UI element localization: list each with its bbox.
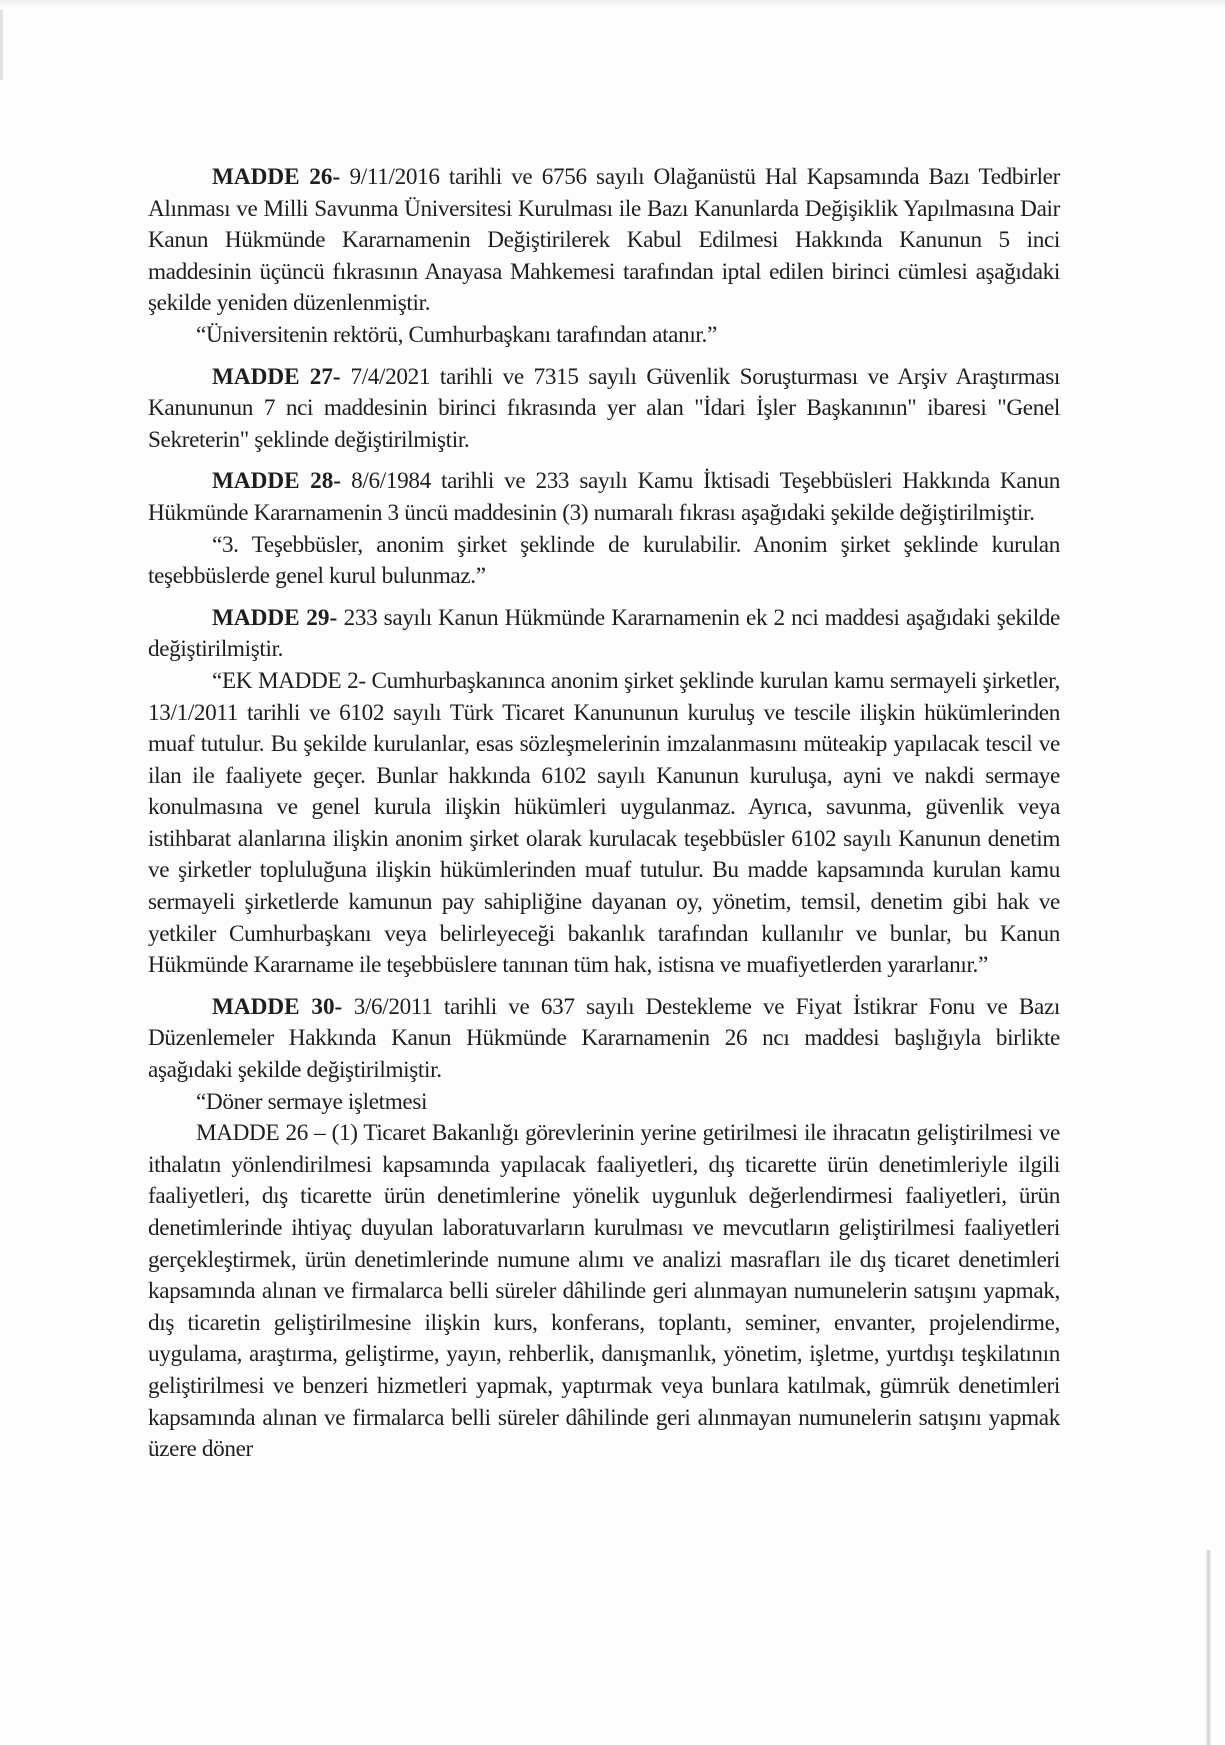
- article-26: [148, 162, 1060, 320]
- document-body: [148, 162, 1060, 1466]
- article-label: MADDE 29-: [212, 604, 338, 631]
- scan-edge-left: [0, 10, 3, 80]
- article-26-quote: “Üniversitenin rektörü, Cumhurbaşkanı tarafından atanır.”: [196, 321, 717, 348]
- article-28: [148, 466, 1060, 529]
- article-28-quote: “3. Teşebbüsler, anonim şirket şeklinde de kurulabilir. Anonim şirket şeklinde kurulan teşebbüslerde genel kurul bulunmaz.”: [148, 531, 1060, 590]
- article-label: MADDE 30-: [212, 993, 343, 1020]
- article-30: [148, 992, 1060, 1087]
- article-29-quote: “EK MADDE 2- Cumhurbaşkanınca anonim şirket şeklinde kurulan kamu sermayeli şirketler, 13/1/2011 tarihli ve 6102 sayılı Türk Ticaret Kanununun kuruluş ve tescile ilişkin hükümlerinden muaf tutulur. Bu şekilde kurulanlar, esas sözleşmelerinin imzalanmasını müteakip yapılacak tescil ve ilan ile faaliyete geçer. Bunlar hakkında 6102 sayılı Kanunun kuruluşa, ayni ve nakdi sermaye konulmasına ve genel kurula ilişkin hükümleri uygulanmaz. Ayrıca, savunma, güvenlik veya istihbarat alanlarına ilişkin anonim şirket olarak kurulacak teşebbüsler 6102 sayılı Kanunun denetim ve şirketler topluluğuna ilişkin hükümlerinden muaf tutulur. Bu madde kapsamında kurulan kamu sermayeli şirketlerde kamunun pay sahipliğine dayanan oy, yönetim, temsil, denetim gibi hak ve yetkiler Cumhurbaşkanı veya belirleyeceği bakanlık tarafından kullanılır ve bunlar, bu Kanun Hükmünde Kararname ile teşebbüslere tanınan tüm hak, istisna ve muafiyetlerden yararlanır.”: [148, 667, 1060, 979]
- article-text: 8/6/1984 tarihli ve 233 sayılı Kamu İktisadi Teşebbüsleri Hakkında Kanun Hükmünde Kararnamenin 3 üncü maddesinin (3) numaralı fıkrası aşağıdaki şekilde değiştirilmiştir.: [148, 468, 1060, 526]
- article-29: [148, 603, 1060, 666]
- article-text: 3/6/2011 tarihli ve 637 sayılı Destekleme ve Fiyat İstikrar Fonu ve Bazı Düzenlemeler Hakkında Kanun Hükmünde Kararnamenin 26 ncı maddesi başlığıyla birlikte aşağıdaki şekilde değiştirilmiştir.: [148, 993, 1060, 1084]
- article-30-heading: “Döner sermaye işletmesi: [196, 1088, 428, 1115]
- article-27: [148, 362, 1060, 457]
- article-text: 7/4/2021 tarihli ve 7315 sayılı Güvenlik Soruşturması ve Arşiv Araştırması Kanununun 7 nci maddesinin birinci fıkrasında yer alan "İdari İşler Başkanının" ibaresi "Genel Sekreterin" şeklinde değiştirilmiştir.: [148, 363, 1060, 453]
- scan-edge-right: [1206, 1550, 1211, 1745]
- article-label: MADDE 26-: [212, 164, 341, 190]
- article-text: 9/11/2016 tarihli ve 6756 sayılı Olağanüstü Hal Kapsamında Bazı Tedbirler Alınması ve Milli Savunma Üniversitesi Kurulması ile Bazı Kanunlarda Değişiklik Yapılmasına Dair Kanun Hükmünde Kararnamenin Değiştirilerek Kabul Edilmesi Hakkında Kanunun 5 inci maddesinin üçüncü fıkrasının Anayasa Mahkemesi tarafından iptal edilen birinci cümlesi aşağıdaki şekilde yeniden düzenlenmiştir.: [148, 164, 1060, 317]
- article-label: MADDE 28-: [212, 468, 342, 495]
- scan-edge-top: [0, 0, 1225, 8]
- article-label: MADDE 27-: [212, 363, 341, 390]
- article-text: 233 sayılı Kanun Hükmünde Kararnamenin ek 2 nci maddesi aşağıdaki şekilde değiştirilmiştir.: [148, 604, 1060, 663]
- article-30-body: MADDE 26 – (1) Ticaret Bakanlığı görevlerinin yerine getirilmesi ile ihracatın geliştirilmesi ve ithalatın yönlendirilmesi kapsamında yapılacak faaliyetleri, dış ticarette ürün denetimleriyle ilgili faaliyetleri, dış ticarette ürün denetimlerine yönelik uygunluk değerlendirmesi faaliyetleri, ürün denetimlerinde ihtiyaç duyulan laboratuvarların kurulması ve mevcutların geliştirilmesi faaliyetleri gerçekleştirmek, ürün denetimlerinde numune alımı ve analizi masrafları ile dış ticaret denetimleri kapsamında alınan ve firmalarca belli süreler dâhilinde geri alınmayan numunelerin satışını yapmak, dış ticaretin geliştirilmesine ilişkin kurs, konferans, toplantı, seminer, envanter, projelendirme, uygulama, araştırma, geliştirme, yayın, rehberlik, danışmanlık, yönetim, işletme, yurtdışı teşkilatının geliştirilmesi ve benzeri hizmetleri yapmak, yaptırmak veya bunlara katılmak, gümrük denetimleri kapsamında alınan ve firmalarca belli süreler dâhilinde geri alınmayan numunelerin satışını yapmak üzere döner: [148, 1120, 1060, 1463]
